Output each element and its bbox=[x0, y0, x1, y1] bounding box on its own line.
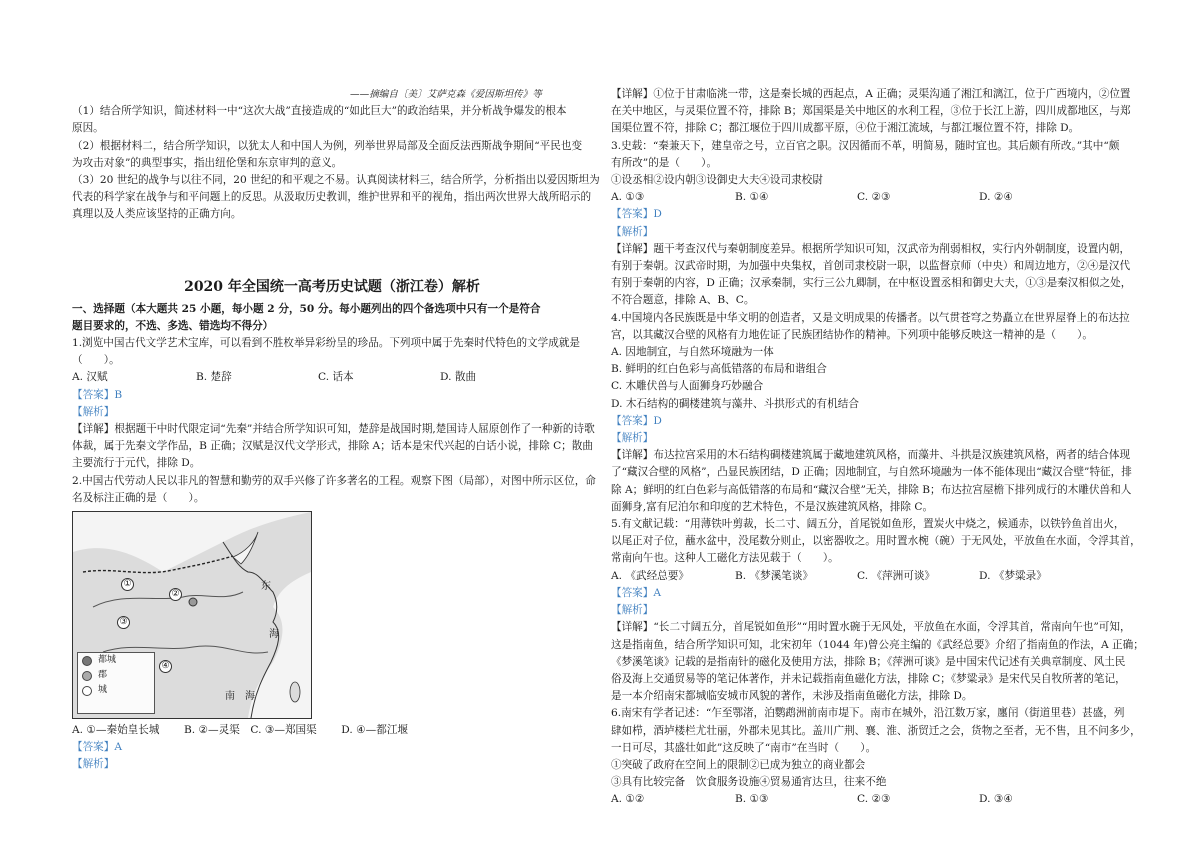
legend-item bbox=[78, 683, 154, 698]
question-line: 原因。 bbox=[72, 122, 104, 135]
analysis-label: 【解析】 bbox=[72, 758, 115, 771]
q5-stem: 5.有文献记载：“用薄铁叶剪裁，长二寸、阔五分，首尾锐如鱼形，置炭火中烧之，候通赤，以铁钤鱼首出火， bbox=[611, 518, 1125, 531]
option: C. ②③ bbox=[857, 191, 891, 204]
question-line: （2）根据材料二，结合所学知识，以犹太人和中国人为例，列举世界局部及全面反法西斯战争期间“平民也变 bbox=[72, 139, 583, 152]
option: B. 楚辞 bbox=[196, 371, 232, 384]
detail-line: 俗及海上交通贸易等的笔记体著作，并未记载指南鱼磁化方法，排除 C；《梦粱录》是宋代吴自牧所著的笔记， bbox=[611, 672, 1126, 685]
detail-line: 【详解】题干考查汉代与秦朝制度差异。根据所学知识可知，汉武帝为削弱相权，实行内外朝制度，设置内朝， bbox=[611, 242, 1131, 255]
detail-line: 【详解】布达拉宫采用的木石结构碉楼建筑属于藏地建筑风格，而藻井、斗拱是汉族建筑风格，两者的结合体现 bbox=[611, 449, 1131, 462]
map-marker-3: ③ bbox=[117, 616, 130, 629]
analysis-label: 【解析】 bbox=[611, 432, 654, 445]
q6-stem: 一日可尽，其盛壮如此”这反映了“南市”在当时（ ）。 bbox=[611, 741, 877, 754]
city-symbol-icon bbox=[82, 686, 92, 696]
map-marker-4: ④ bbox=[159, 660, 172, 673]
q2-stem: 2.中国古代劳动人民以非凡的智慧和勤劳的双手兴修了许多著名的工程。观察下图（局部），对图中所示区位，命 bbox=[72, 474, 596, 487]
map-legend bbox=[77, 652, 155, 714]
q6-options bbox=[611, 791, 1133, 808]
analysis-label: 【解析】 bbox=[72, 405, 115, 418]
answer-label: 【答案】B bbox=[72, 388, 123, 401]
option: B. ①④ bbox=[735, 191, 769, 204]
option: D. ③④ bbox=[979, 793, 1013, 806]
q2-options: A. ①—秦始皇长城 B. ②—灵渠 C. ③—郑国渠 D. ④—都江堰 bbox=[72, 724, 409, 737]
answer-label: 【答案】A bbox=[72, 741, 123, 754]
map-label-sea: 海 bbox=[269, 629, 279, 641]
option: A. 汉赋 bbox=[72, 371, 108, 384]
right-column bbox=[611, 0, 1144, 809]
detail-line: 体裁，属于先秦文学作品，B 正确；汉赋是汉代文学形式，排除 A；话本是宋代兴起的白话小说，排除 C；散曲 bbox=[72, 440, 593, 453]
option: D. 散曲 bbox=[440, 371, 477, 384]
detail-line: 【详解】①位于甘肃临洮一带，这是秦长城的西起点，A 正确；灵渠沟通了湘江和漓江，位于广西境内，②位置 bbox=[611, 88, 1131, 100]
option: D. ②④ bbox=[979, 191, 1013, 204]
section-heading: 一、选择题（本大题共 25 小题，每小题 2 分，50 分。每小题列出的四个备选项中只有一个是符合 bbox=[72, 302, 541, 315]
source-line: ——摘编自〔美〕艾萨克森《爱因斯坦传》等 bbox=[350, 89, 542, 100]
option: B. ①③ bbox=[735, 793, 769, 806]
section-heading: 题目要求的，不选、多选、错选均不得分） bbox=[72, 319, 274, 332]
option: A. ①③ bbox=[611, 191, 645, 204]
analysis-label: 【解析】 bbox=[611, 604, 654, 617]
prefecture-symbol-icon bbox=[82, 671, 92, 681]
q1-stem: （ ）。 bbox=[72, 354, 120, 367]
q4-stem: 4.中国境内各民族既是中华文明的创造者，又是文明成果的传播者。以气贯苍穹之势矗立在世界屋脊上的布达拉 bbox=[611, 311, 1130, 324]
detail-line: 了“藏汉合壁的风格”，凸显民族团结，D 正确；因地制宜，与自然环境融为一体不能体现出“藏汉合壁”特征，排 bbox=[611, 466, 1132, 479]
question-line: （3）20 世纪的战争与以往不同，20 世纪的和平观之不易。认真阅读材料三，结合所学，分析指出以爱因斯坦为 bbox=[72, 174, 600, 187]
detail-line: 国渠位置不符，排除 C；都江堰位于四川成都平原，④位于湘江流域，与都江堰位置不符，排除 D。 bbox=[611, 122, 1080, 135]
q3-options bbox=[611, 189, 1133, 206]
q1-stem: 1.浏览中国古代文学艺术宝库，可以看到不胜枚举异彩纷呈的珍品。下列项中属于先秦时代特色的文学成就是 bbox=[72, 337, 581, 350]
legend-label: 都城 bbox=[98, 655, 117, 666]
paper-title: 2020 年全国统一高考历史试题（浙江卷）解析 bbox=[184, 278, 480, 295]
q3-stem: 有所改”的是（ ）。 bbox=[611, 156, 718, 169]
detail-line: 【详解】根据题干中时代限定词“先秦”并结合所学知识可知，楚辞是战国时期,楚国诗人屈原创作了一种新的诗歌 bbox=[72, 423, 595, 436]
detail-line: 有别于秦朝。汉武帝时期，为加强中央集权，首创司隶校尉一职，以监督京师（中央）和周边地方，②④是汉代 bbox=[611, 260, 1131, 273]
answer-label: 【答案】D bbox=[611, 414, 662, 427]
legend-label: 郡 bbox=[98, 670, 108, 681]
detail-line: 不符合题意，排除 A、B、C。 bbox=[611, 294, 755, 307]
detail-line: 在关中地区，与灵渠位置不符，排除 B；郑国渠是关中地区的水利工程，③位于长江上游，四川成都地区，与郑 bbox=[611, 105, 1131, 118]
option: C. ②③ bbox=[857, 793, 891, 806]
q6-stem: ①突破了政府在空间上的限制②已成为独立的商业都会 bbox=[611, 758, 866, 771]
detail-line: 是一本介绍南宋都城临安城市风貌的著作，未涉及指南鱼磁化方法，排除 D。 bbox=[611, 690, 973, 703]
legend-item bbox=[78, 653, 154, 668]
map-marker-1: ① bbox=[121, 578, 134, 591]
question-line: 代表的科学家在战争与和平问题上的反思。从汲取历史教训，维护世界和平的视角，指出两次世界大战所昭示的 bbox=[72, 191, 592, 204]
answer-label: 【答案】D bbox=[611, 208, 662, 221]
q6-stem: 6.南宋有学者记述：“乍至鄂渚，泊鹦鹉洲前南市堤下。南市在城外，沿江数万家，廛闬（街道里巷）甚盛，列 bbox=[611, 707, 1125, 720]
detail-line: 除 A；鲜明的红白色彩与高低错落的布局和“藏汉合壁”无关，排除 B；布达拉宫屋檐下排列成行的木雕伏兽和人 bbox=[611, 483, 1132, 496]
question-line: 为攻击对象”的典型事实，指出纽伦堡和东京审判的意义。 bbox=[72, 156, 343, 169]
q6-stem: 肆如栉，酒垆楼栏尤壮丽，外郡未见其比。盖川广荆、襄、淮、浙贸迁之会，货物之至者，无不售，且不问多少， bbox=[611, 724, 1141, 737]
legend-label: 城 bbox=[98, 685, 108, 696]
q5-options bbox=[611, 568, 1133, 585]
map-label-south-sea: 南 海 bbox=[225, 691, 255, 703]
q1-options bbox=[72, 369, 592, 386]
option: B. 《梦溪笔谈》 bbox=[735, 569, 814, 582]
detail-line: 主要流行于元代，排除 D。 bbox=[72, 457, 201, 470]
option: A. ①② bbox=[611, 793, 645, 806]
detail-line: 【详解】“长二寸阔五分，首尾锐如鱼形”“用时置水碗于无风处，平放鱼在水面，令浮其首，常南向午也”可知， bbox=[611, 621, 1131, 634]
detail-line: 这是指南鱼，结合所学知识可知，北宋初年（1044 年)曾公亮主编的《武经总要》介绍了指南鱼的作法，A 正确； bbox=[611, 638, 1144, 651]
detail-line: 面狮身,富有尼泊尔和印度的艺术特色，不是汉族建筑风格，排除 C。 bbox=[611, 500, 934, 513]
q5-stem: 以尾正对子位，蘸水盆中，没尾数分则止，以密器收之。用时置水椀（碗）于无风处，平放鱼在水面，令浮其首， bbox=[611, 535, 1141, 548]
q5-stem: 常南向午也。这种人工磁化方法见载于（ ）。 bbox=[611, 552, 839, 565]
option: C. 《萍洲可谈》 bbox=[857, 569, 936, 582]
analysis-label: 【解析】 bbox=[611, 225, 654, 238]
map-label-east: 东 bbox=[261, 581, 271, 593]
option: D. 木石结构的碉楼建筑与藻井、斗拱形式的有机结合 bbox=[611, 397, 859, 410]
q6-stem: ③具有比较完备 饮食服务设施④贸易通宵达旦，往来不绝 bbox=[611, 776, 887, 789]
option: A. 《武经总要》 bbox=[611, 569, 689, 582]
question-line: （1）结合所学知识，简述材料一中“这次大战”直接造成的“如此巨大”的政治结果，并分析战争爆发的根本 bbox=[72, 105, 567, 118]
q2-stem: 名及标注正确的是（ ）。 bbox=[72, 491, 205, 504]
legend-item bbox=[78, 668, 154, 683]
q3-stem: ①设丞相②设内朝③设御史大夫④设司隶校尉 bbox=[611, 174, 823, 187]
detail-line: 《梦溪笔谈》记载的是指南针的磁化及使用方法，排除 B；《萍洲可谈》是中国宋代记述有关典章制度、风土民 bbox=[611, 655, 1126, 668]
q3-stem: 3.史载：“秦兼天下，建皇帝之号，立百官之职。汉因循而不革，明简易，随时宜也。其后颇有所改。”其中“颇 bbox=[611, 139, 1120, 152]
option: B. 鲜明的红白色彩与高低错落的布局和谐组合 bbox=[611, 363, 827, 376]
detail-line: 有别于秦朝的内容，D 正确；汉承秦制，实行三公九卿制，在中枢设置丞相和御史大夫，①③是秦汉相似之处， bbox=[611, 277, 1132, 290]
left-column bbox=[72, 0, 600, 774]
map-marker-2: ② bbox=[169, 588, 182, 601]
q4-stem: 宫，以其藏汉合壁的风格有力地佐证了民族团结协作的精神。下列项中能够反映这一精神的是（ ）。 bbox=[611, 328, 1094, 341]
option: A. 因地制宜，与自然环境融为一体 bbox=[611, 346, 774, 359]
historical-map bbox=[72, 511, 312, 719]
capital-symbol-icon bbox=[82, 656, 92, 666]
answer-label: 【答案】A bbox=[611, 586, 662, 599]
question-line: 真理以及人类应该坚持的正确方向。 bbox=[72, 208, 242, 221]
option: D. 《梦粱录》 bbox=[979, 569, 1047, 582]
option: C. 木雕伏兽与人面狮身巧妙融合 bbox=[611, 380, 764, 393]
option: C. 话本 bbox=[318, 371, 354, 384]
